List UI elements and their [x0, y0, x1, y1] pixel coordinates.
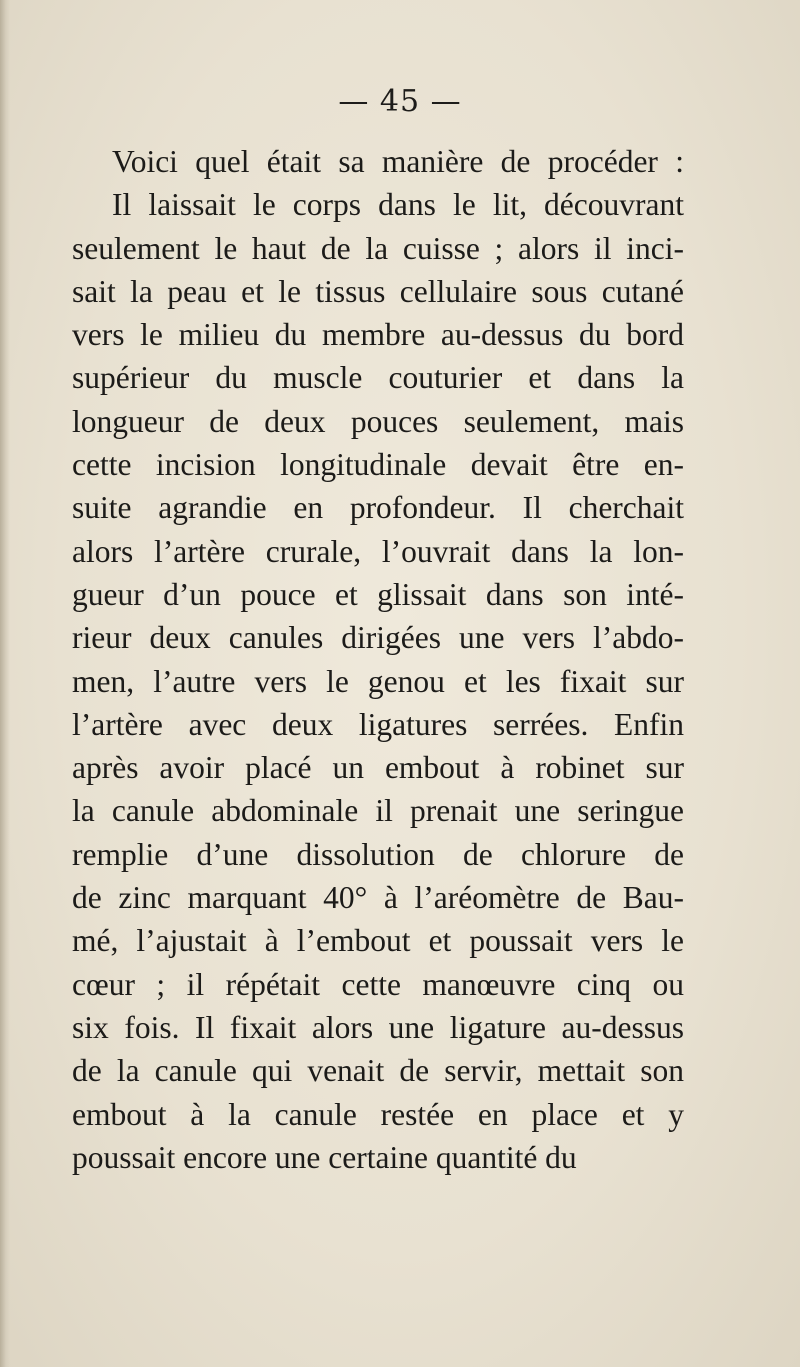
- text-line: rieur deux canules dirigées une vers l’abdo-: [72, 620, 684, 656]
- text-line: alors l’artère crurale, l’ouvrait dans la lon-: [72, 533, 684, 569]
- text-line: cœur ; il répétait cette manœuvre cinq ou: [72, 966, 684, 1002]
- text-line: remplie d’une dissolution de chlorure de: [72, 836, 684, 872]
- text-line: poussait encore une certaine quantité du: [72, 1139, 577, 1175]
- text-line: Il laissait le corps dans le lit, découvrant: [112, 187, 684, 223]
- text-line: cette incision longitudinale devait être en-: [72, 447, 684, 483]
- text-line: après avoir placé un embout à robinet sur: [72, 750, 684, 786]
- text-line: supérieur du muscle couturier et dans la: [72, 360, 684, 396]
- text-line: suite agrandie en profondeur. Il cherchait: [72, 490, 684, 526]
- text-line: Voici quel était sa manière de procéder :: [112, 144, 684, 179]
- text-line: gueur d’un pouce et glissait dans son inté-: [72, 576, 684, 612]
- text-line: de la canule qui venait de servir, mettait son: [72, 1053, 684, 1089]
- page-binding-edge: [0, 0, 10, 1367]
- text-line: men, l’autre vers le genou et les fixait sur: [72, 663, 684, 699]
- text-line: six fois. Il fixait alors une ligature au-dessus: [72, 1009, 684, 1045]
- text-line: embout à la canule restée en place et y: [72, 1096, 684, 1132]
- body-text: [72, 140, 684, 1179]
- text-line: vers le milieu du membre au-dessus du bord: [72, 317, 684, 353]
- text-line: longueur de deux pouces seulement, mais: [72, 403, 684, 439]
- text-line: seulement le haut de la cuisse ; alors il inci-: [72, 230, 684, 266]
- page-number: — 45 —: [338, 84, 462, 119]
- text-line: sait la peau et le tissus cellulaire sous cutané: [72, 273, 684, 309]
- text-line: de zinc marquant 40° à l’aréomètre de Bau-: [72, 880, 684, 916]
- text-line: la canule abdominale il prenait une seringue: [72, 793, 684, 829]
- text-line: l’artère avec deux ligatures serrées. Enfin: [72, 706, 684, 742]
- text-line: mé, l’ajustait à l’embout et poussait vers le: [72, 923, 684, 959]
